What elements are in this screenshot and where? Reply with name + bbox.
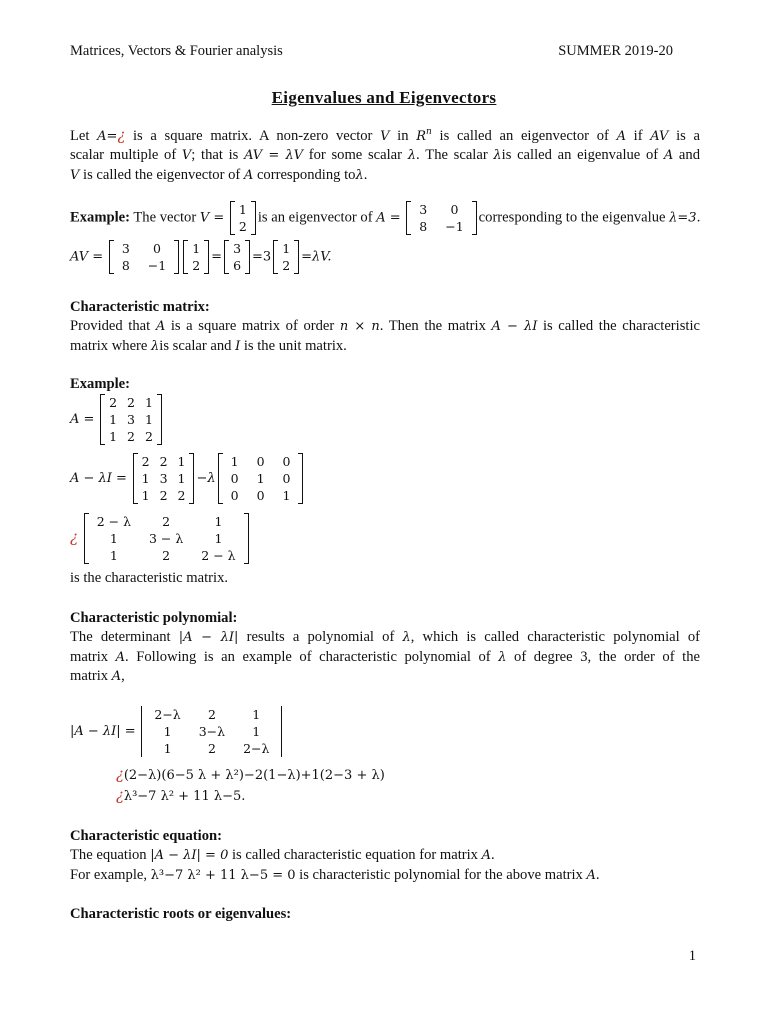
char-eq-line1: The equation |A − λI| = 0 is called characteristic equation for matrix A.	[70, 847, 495, 863]
matrix-a: 3 0 8 −1	[406, 201, 476, 235]
expansion-line-2: ¿λ³−7 λ² + 11 λ−5.	[116, 787, 246, 804]
example1-line1: Example: The vector V = 1 2 is an eigenvector of A = 3 0 8 −1 corresponding to the eigenvalue λ=3.	[70, 202, 701, 234]
determinant-line: |A − λI| = 2−λ 2 1 1 3−λ 1 1 2 2−λ	[70, 706, 284, 757]
vector-v: 1 2	[230, 201, 256, 235]
page-title: Eigenvalues and Eigenvectors	[271, 88, 497, 107]
expansion-line-1: ¿(2−λ)(6−5 λ + λ²)−2(1−λ)+1(2−3 + λ)	[116, 766, 385, 783]
example2-matrix-a: A = 2 2 1 1 3 1 1 2 2	[70, 394, 164, 445]
char-matrix-paragraph: Provided that A is a square matrix of order n × n. Then the matrix A − λI is called the characteristic matrix where λis scalar and I is the unit matrix.	[70, 318, 700, 354]
roots-heading: Characteristic roots or eigenvalues:	[70, 906, 292, 922]
char-matrix-heading: Characteristic matrix:	[70, 299, 210, 315]
char-poly-paragraph: The determinant |A − λI| results a polynomial of λ, which is called characteristic polynomial of matrix A. Following is an example of characteristic polynomial of λ of degree 3, the order of the matrix A,	[70, 629, 700, 684]
char-poly-heading: Characteristic polynomial:	[70, 610, 238, 626]
example2-caption: is the characteristic matrix.	[70, 570, 229, 586]
example2-a-minus-lambda-i: A − λI = 2 2 1 1 3 1 1 2 2 −λ 1 0 0 0 1 0 0 0 1	[70, 453, 305, 504]
header-right: SUMMER 2019-20	[558, 43, 673, 59]
undefined-symbol: ¿	[117, 126, 126, 144]
page-number: 1	[688, 948, 696, 964]
char-eq-line2: For example, λ³−7 λ² + 11 λ−5 = 0 is characteristic polynomial for the above matrix A.	[70, 867, 600, 883]
intro-paragraph: Let A=¿ is a square matrix. A non-zero vector V in $R^n$ is called an eigenvector of A if AV is a scalar multiple of V; that is AV = λV for some scalar λ. The scalar λis called an eigenvalue of A and V is called the eigenvector of A corresponding toλ.	[70, 126, 701, 183]
header-left: Matrices, Vectors & Fourier analysis	[70, 43, 283, 59]
example2-label: Example:	[70, 376, 130, 392]
example1-line2: AV = 3 0 8 −1 1 2 = 3 6 =3 1 2 =λV.	[70, 241, 332, 273]
example2-result: ¿ 2 − λ 2 1 1 3 − λ 1 1 2 2 − λ	[70, 513, 251, 564]
char-eq-heading: Characteristic equation:	[70, 828, 222, 844]
